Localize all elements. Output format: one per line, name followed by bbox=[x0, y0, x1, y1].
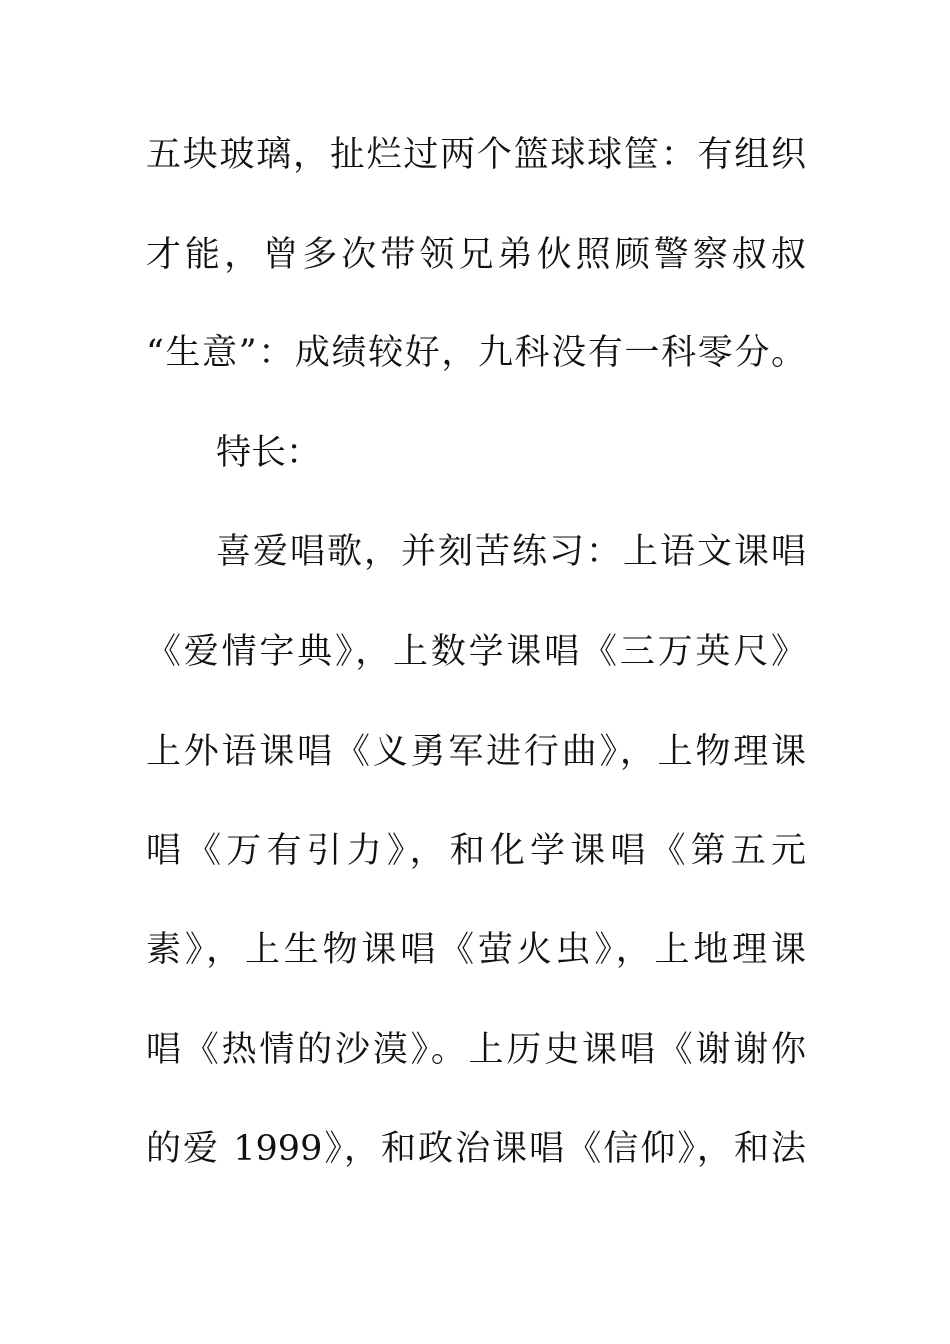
text-line-1: 五块玻璃，扯烂过两个篮球球筐：有组织 bbox=[146, 135, 806, 175]
text-line-3: “生意”：成绩较好，九科没有一科零分。 bbox=[146, 333, 806, 373]
text-line-2: 才能，曾多次带领兄弟伙照顾警察叔叔 bbox=[146, 235, 806, 275]
text-line-8: 唱《万有引力》，和化学课唱《第五元 bbox=[146, 831, 806, 871]
text-line-11: 的爱 1999》，和政治课唱《信仰》，和法 bbox=[146, 1129, 806, 1169]
text-line-7: 上外语课唱《义勇军进行曲》，上物理课 bbox=[146, 732, 806, 772]
section-heading-specialty: 特长： bbox=[216, 433, 322, 473]
text-line-5: 喜爱唱歌，并刻苦练习：上语文课唱 bbox=[216, 532, 806, 572]
text-line-6: 《爱情字典》，上数学课唱《三万英尺》 bbox=[146, 632, 806, 672]
text-line-9: 素》，上生物课唱《萤火虫》，上地理课 bbox=[146, 930, 806, 970]
text-line-10: 唱《热情的沙漠》。上历史课唱《谢谢你 bbox=[146, 1030, 806, 1070]
